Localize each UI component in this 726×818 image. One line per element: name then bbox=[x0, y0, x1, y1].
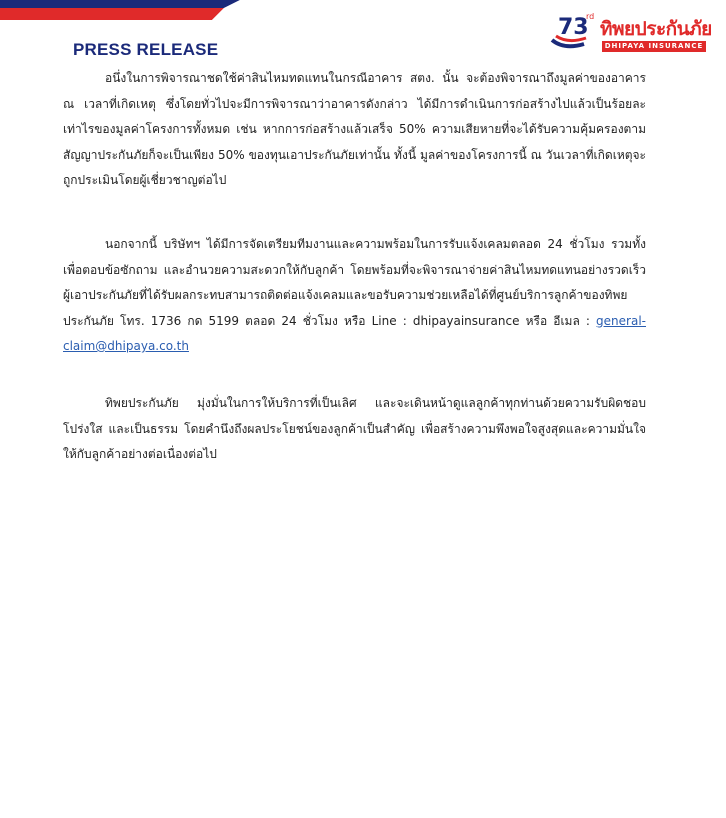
claim-email-link[interactable]: general-claim@dhipaya.co.th bbox=[63, 313, 646, 353]
paragraph-3-text: ทิพยประกันภัย มุ่งมั่นในการให้บริการที่เป็นเลิศ และจะเดินหน้าดูแลลูกค้าทุกท่านด้วยความรับผิดชอบ โปร่งใส และเป็นธรรม โดยคำนึงถึงผลประโยชน์ของลูกค้าเป็นสำคัญ เพื่อสร้างความพึงพอใจสูงสุดและความมั่นใจให้กับลูกค้าอย่างต่อเนื่องต่อไป bbox=[63, 396, 646, 461]
header-stripes bbox=[0, 0, 240, 22]
anniversary-73-logo-icon bbox=[550, 10, 602, 54]
page-title: PRESS RELEASE bbox=[73, 40, 219, 59]
logo-name-th: ทิพยประกันภัย bbox=[600, 18, 712, 40]
dhipaya-logo bbox=[550, 10, 710, 56]
anniversary-number: 73 bbox=[558, 15, 589, 40]
anniversary-suffix: rd bbox=[586, 12, 595, 21]
paragraph-2 bbox=[63, 232, 646, 360]
logo-name-en: DHIPAYA INSURANCE bbox=[602, 41, 706, 52]
paragraph-3 bbox=[63, 391, 646, 468]
paragraph-1-text: อนึ่งในการพิจารณาชดใช้ค่าสินไหมทดแทนในกรณีอาคาร สตง. นั้น จะต้องพิจารณาถึงมูลค่าของอาคาร ณ เวลาที่เกิดเหตุ ซึ่งโดยทั่วไปจะมีการพิจารณาว่าอาคารดังกล่าว ได้มีการดำเนินการก่อสร้างไปแล้วเป็นร้อยละเท่าไรของมูลค่าโครงการทั้งหมด เช่น หากการก่อสร้างแล้วเสร็จ 50% ความเสียหายที่จะได้รับความคุ้มครองตามสัญญาประกันภัยก็จะเป็นเพียง 50% ของทุนเอาประกันภัยเท่านั้น ทั้งนี้ มูลค่าของโครงการนี้ ณ วันเวลาที่เกิดเหตุจะถูกประเมินโดยผู้เชี่ยวชาญต่อไป bbox=[63, 71, 646, 187]
paragraph-2-text: นอกจากนี้ บริษัทฯ ได้มีการจัดเตรียมทีมงานและความพร้อมในการรับแจ้งเคลมตลอด 24 ชั่วโมง รวมทั้งเพื่อตอบข้อซักถาม และอำนวยความสะดวกให้กับลูกค้า โดยพร้อมที่จะพิจารณาจ่ายค่าสินไหมทดแทนอย่างรวดเร็ว ผู้เอาประกันภัยที่ได้รับผลกระทบสามารถติดต่อแจ้งเคลมและขอรับความช่วยเหลือได้ที่ศูนย์บริการลูกค้าของทิพยประกันภัย โทร. 1736 กด 5199 ตลอด 24 ชั่วโมง หรือ Line : dhipayainsurance หรือ อีเมล : bbox=[63, 237, 646, 328]
paragraph-1 bbox=[63, 66, 646, 194]
